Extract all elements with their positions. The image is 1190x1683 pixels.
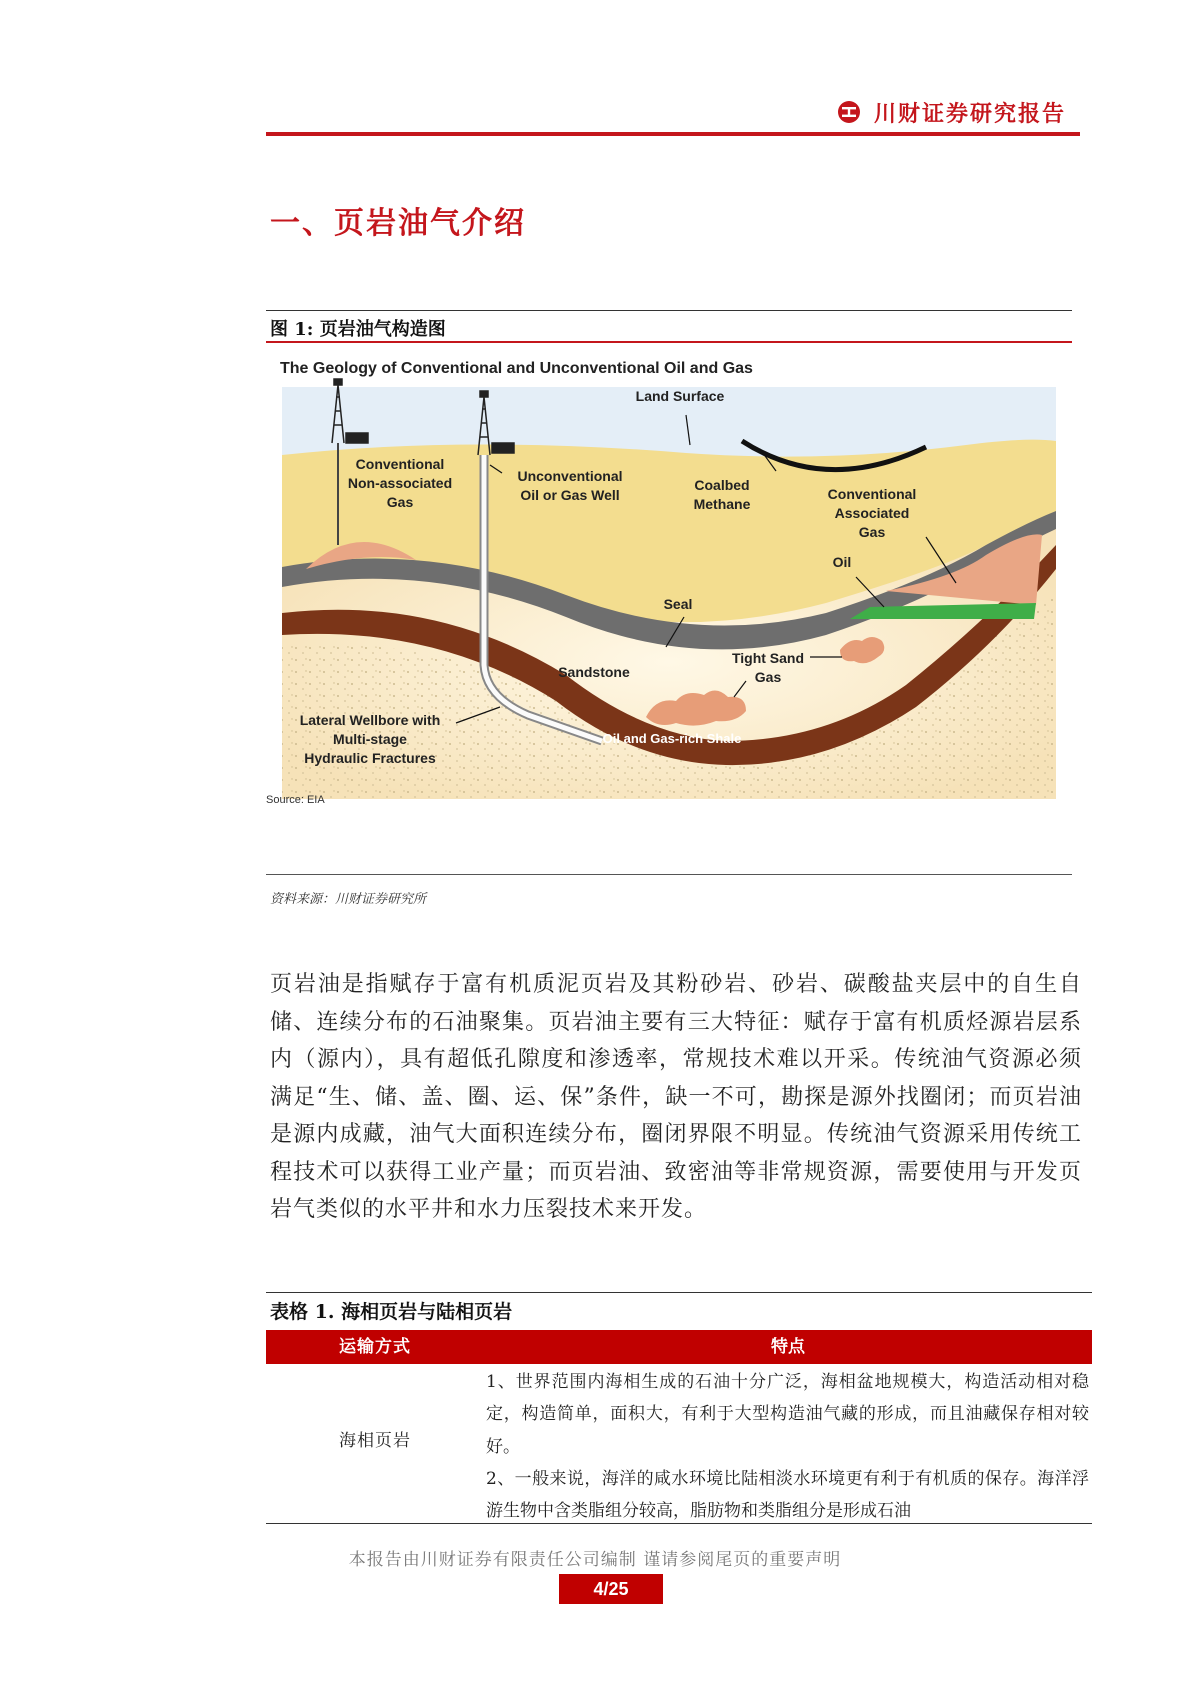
feature-point-1: 1、世界范围内海相生成的石油十分广泛，海相盆地规模大，构造活动相对稳定，构造简单，面积大，有利于大型构造油气藏的形成，而且油藏保存相对较好。 [486,1372,1089,1457]
label-lateral-3: Hydraulic Fractures [304,750,436,766]
diagram-title: The Geology of Conventional and Unconventional Oil and Gas [280,360,753,377]
table-caption: 表格 1. 海相页岩与陆相页岩 [270,1301,513,1323]
label-nonassoc-1: Conventional [355,456,445,472]
label-well-1: Unconventional [517,468,623,484]
label-lateral-1: Lateral Wellbore with [299,712,441,728]
figure-bottom-rule [266,874,1072,875]
table-top-rule [266,1292,1092,1293]
geology-diagram [266,345,1072,873]
company-logo-icon [837,100,861,124]
label-coalbed-1: Coalbed [694,477,750,493]
body-paragraph: 页岩油是指赋存于富有机质泥页岩及其粉砂岩、砂岩、碳酸盐夹层中的自生自储、连续分布的石油聚集。页岩油主要有三大特征：赋存于富有机质烃源岩层系内（源内），具有超低孔隙度和渗透率，常规技术难以开采。传统油气资源必须满足“生、储、盖、圈、运、保”条件，缺一不可，勘探是源外找圈闭；而页岩油是源内成藏，油气大面积连续分布，圈闭界限不明显。传统油气资源采用传统工程技术可以获得工业产量；而页岩油、致密油等非常规资源，需要使用与开发页岩气类似的水平井和水力压裂技术来开发。 [270,972,1082,1222]
figure-source: 资料来源：川财证券研究所 [270,892,427,907]
section-title: 一、页岩油气介绍 [270,206,526,241]
feature-point-2: 2、一般来说，海洋的咸水环境比陆相淡水环境更有利于有机质的保存。海洋浮游生物中含类脂组分较高，脂肪物和类脂组分是形成石油 [486,1468,1089,1522]
label-nonassoc-3: Gas [386,494,414,510]
report-brand: 川财证券研究报告 [874,101,1067,127]
label-assoc-3: Gas [858,524,886,540]
figure-caption-rule [266,341,1072,343]
table-cell-features [486,1366,1089,1527]
diagram-source: Source: EIA [266,794,325,806]
label-tight-sand-2: Gas [754,669,782,685]
label-sandstone: Sandstone [558,664,630,680]
figure-caption: 图 1: 页岩油气构造图 [270,319,446,340]
label-assoc-1: Conventional [827,486,917,502]
label-well-2: Oil or Gas Well [520,487,620,503]
label-land-surface: Land Surface [635,388,725,404]
table-cell-type: 海相页岩 [339,1431,411,1451]
label-assoc-2: Associated [834,505,910,521]
label-coalbed-2: Methane [693,496,751,512]
table-header-type: 运输方式 [339,1337,411,1357]
page-number: 4/25 [559,1574,663,1604]
header-divider [266,132,1080,136]
label-seal: Seal [663,596,693,612]
label-shale: Oil and Gas-rich Shale [602,731,742,746]
label-lateral-2: Multi-stage [333,731,407,747]
table-bottom-rule [266,1523,1092,1524]
footer-disclaimer: 本报告由川财证券有限责任公司编制 谨请参阅尾页的重要声明 [348,1550,842,1570]
label-oil: Oil [832,554,852,570]
label-tight-sand-1: Tight Sand [731,650,805,666]
figure-top-rule [266,310,1072,311]
table-header-feature: 特点 [771,1337,805,1357]
label-nonassoc-2: Non-associated [347,475,453,491]
